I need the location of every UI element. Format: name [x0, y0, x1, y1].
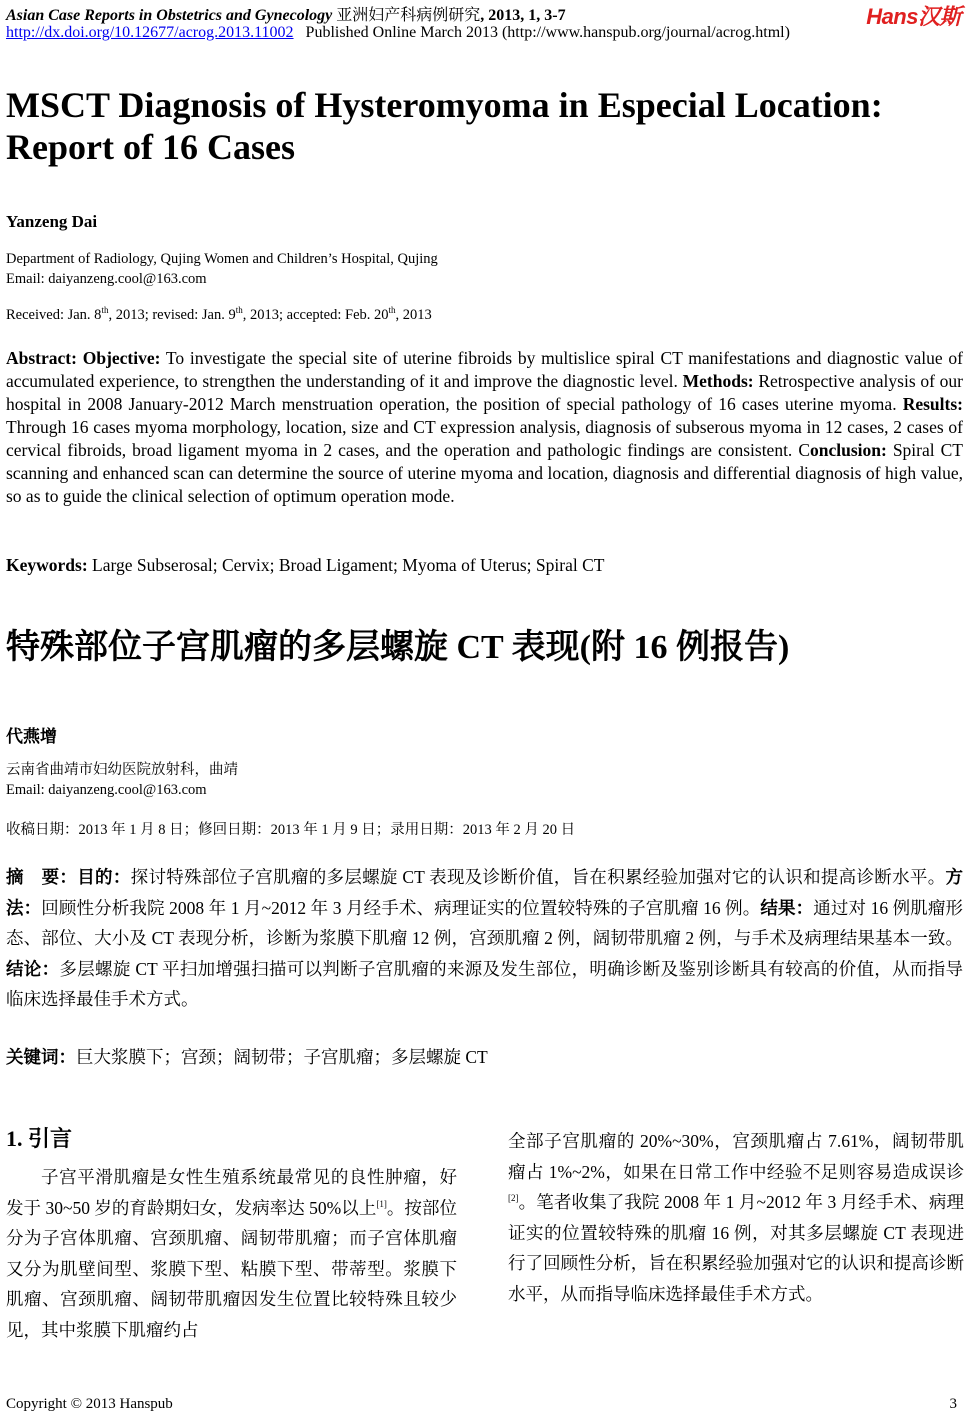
- keywords-cn: [6, 1044, 963, 1069]
- methods-label: Methods:: [682, 371, 754, 391]
- abstract-cn-label: 摘 要：: [6, 867, 78, 887]
- objective-text: To investigate the special site of uterine fibroids by multislice spiral CT manifestations and diagnostic value of accumulated experience, to strengthen the understanding of it and improve the diagnostic level.: [6, 348, 964, 391]
- methods-text: Retrospective analysis of our hospital in 2008 January-2012 March menstruation operation, the position of special pathology of 16 cases uterine myoma.: [6, 371, 964, 414]
- citation-2[interactable]: [2]: [508, 1193, 519, 1204]
- paper-title-cn: 特殊部位子宫肌瘤的多层螺旋 CT 表现(附 16 例报告): [6, 629, 790, 666]
- email-en: Email: daiyanzeng.cool@163.com: [6, 271, 207, 287]
- abstract-cn: [6, 862, 963, 1015]
- objective-cn-text: 探讨特殊部位子宫肌瘤的多层螺旋 CT 表现及诊断价值，旨在积累经验加强对它的认识和提高诊断水平。: [130, 867, 946, 887]
- copyright: Copyright © 2013 Hanspub: [6, 1396, 173, 1412]
- intro-right-column: [508, 1126, 964, 1309]
- paper-title-en: MSCT Diagnosis of Hysteromyoma in Especial Location: Report of 16 Cases: [6, 85, 883, 167]
- dates-en-d: , 2013: [395, 307, 432, 323]
- methods-cn-text: 回顾性分析我院 2008 年 1 月~2012 年 3 月经手术、病理证实的位置较特殊的子宫肌瘤 16 例。: [41, 897, 761, 918]
- intro-left-a: 子宫平滑肌瘤是女性生殖系统最常见的良性肿瘤，好发于 30~50 岁的育龄期妇女，发病率达 50%以上: [6, 1167, 457, 1218]
- journal-name-cn: 亚洲妇产科病例研究: [336, 7, 481, 24]
- journal-name-en: Asian Case Reports in Obstetrics and Gynecology: [6, 7, 333, 24]
- intro-left-column: [6, 1162, 457, 1345]
- author-cn: 代燕增: [6, 727, 57, 746]
- abstract-en: [6, 347, 963, 508]
- affiliation-en-text: Department of Radiology, Qujing Women and Children’s Hospital, Qujing: [6, 251, 438, 267]
- affiliation-en: [6, 249, 438, 289]
- publisher-logo: Hans汉斯: [866, 4, 961, 29]
- keywords-en: [6, 554, 963, 577]
- results-label: Results:: [902, 394, 963, 414]
- section-heading: 1. 引言: [6, 1126, 73, 1151]
- affiliation-cn-text: 云南省曲靖市妇幼医院放射科，曲靖: [6, 762, 238, 778]
- keywords-cn-text: 巨大浆膜下；宫颈；阔韧带；子宫肌瘤；多层螺旋 CT: [76, 1047, 488, 1067]
- conclusion-label: onclusion:: [810, 440, 887, 460]
- dates-en-sup2: th: [235, 305, 243, 316]
- author-en: Yanzeng Dai: [6, 212, 98, 231]
- intro-left-b: 。按部位分为子宫体肌瘤、宫颈肌瘤、阔韧带肌瘤；而子宫体肌瘤又分为肌壁间型、浆膜下型、粘膜下型、带蒂型。浆膜下肌瘤、宫颈肌瘤、阔韧带肌瘤因发生位置比较特殊且较少见，其中浆膜下肌瘤约占: [6, 1197, 457, 1340]
- doi-line: [6, 24, 790, 42]
- results-text: Through 16 cases myoma morphology, location, size and CT expression analysis, diagnosis of subserous myoma in 12 cases, 2 cases of cervical fibroids, broad ligament myoma in 2 cases, and the operation and pathologic findings are consistent.: [6, 417, 963, 460]
- dates-en: [6, 305, 432, 325]
- doi-link[interactable]: http://dx.doi.org/10.12677/acrog.2013.11002: [6, 24, 294, 41]
- conclusion-cn-text: 多层螺旋 CT 平扫加增强扫描可以判断子宫肌瘤的来源及发生部位，明确诊断及鉴别诊断具有较高的价值，从而指导临床选择最佳手术方式。: [6, 958, 963, 1009]
- dates-en-c: , 2013; accepted: Feb. 20: [242, 307, 389, 323]
- conclusion-label-c: C: [798, 440, 810, 460]
- objective-cn-label: 目的：: [77, 867, 131, 887]
- abstract-label: Abstract:: [6, 348, 77, 368]
- keywords-cn-label: 关键词：: [6, 1047, 76, 1067]
- email-cn: Email: daiyanzeng.cool@163.com: [6, 782, 207, 798]
- dates-cn: 收稿日期：2013 年 1 月 8 日；修回日期：2013 年 1 月 9 日；录用日期：2013 年 2 月 20 日: [6, 822, 576, 838]
- conclusion-cn-label: 结论：: [6, 958, 60, 979]
- citation-1[interactable]: [1]: [376, 1198, 387, 1209]
- dates-en-sup3: th: [388, 305, 396, 316]
- dates-en-b: , 2013; revised: Jan. 9: [108, 307, 236, 323]
- journal-volume: , 2013, 1, 3-7: [480, 7, 566, 24]
- keywords-en-text: Large Subserosal; Cervix; Broad Ligament; Myoma of Uterus; Spiral CT: [92, 555, 605, 575]
- keywords-en-label: Keywords:: [6, 555, 88, 575]
- results-cn-text: 通过对 16 例肌瘤形态、部位、大小及 CT 表现分析，诊断为浆膜下肌瘤 12 例，宫颈肌瘤 2 例，阔韧带肌瘤 2 例，与手术及病理结果基本一致。: [6, 897, 964, 948]
- objective-label: Objective:: [82, 348, 161, 368]
- page-number: 3: [949, 1396, 957, 1412]
- published-online: Published Online March 2013 (http://www.hanspub.org/journal/acrog.html): [305, 24, 790, 41]
- conclusion-text: Spiral CT scanning and enhanced scan can determine the source of uterine myoma and location, diagnosis and differential diagnosis of high value, so as to guide the clinical selection of optimum operation mode.: [6, 440, 963, 506]
- affiliation-cn: [6, 760, 238, 800]
- methods-cn-label: 方法：: [6, 867, 964, 918]
- intro-right-b: 。笔者收集了我院 2008 年 1 月~2012 年 3 月经手术、病理证实的位置较特殊的肌瘤 16 例，对其多层螺旋 CT 表现进行了回顾性分析，旨在积累经验加强对它的认识和提高诊断水平，从而指导临床选择最佳手术方式。: [508, 1192, 964, 1304]
- results-cn-label: 结果：: [760, 897, 814, 918]
- dates-en-a: Received: Jan. 8: [6, 307, 102, 323]
- dates-en-sup1: th: [101, 305, 109, 316]
- journal-header: [6, 2, 566, 25]
- intro-right-a: 全部子宫肌瘤的 20%~30%，宫颈肌瘤占 7.61%，阔韧带肌瘤占 1%~2%，如果在日常工作中经验不足则容易造成误诊: [508, 1131, 964, 1182]
